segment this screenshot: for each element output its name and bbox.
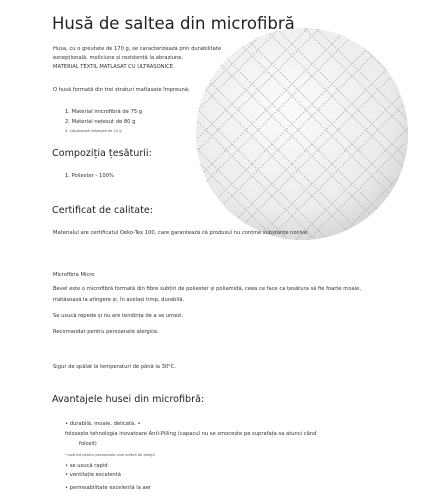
micro-line-2: mătăsoasă la atingere și, în același timp, durabilă. bbox=[53, 297, 185, 303]
advantages-heading: Avantajele husei din microfibră: bbox=[52, 394, 205, 405]
advantage-item-2: folosește tehnologia inovatoare Anti-Pilling (capacul nu se smocește pe suprafața sa atunci când bbox=[65, 431, 317, 437]
quilted-fabric-image bbox=[196, 28, 408, 240]
layers-heading: O husă formată din trei straturi matlasate împreună: bbox=[53, 87, 190, 93]
intro-line-1: Husa, cu o greutate de 170 g, se caracterizează prin durabilitate bbox=[53, 46, 222, 52]
advantage-item-6: • permeabilitate excelentă la aer bbox=[65, 485, 152, 491]
advantage-item-2-cont: folosit) bbox=[79, 441, 97, 447]
layer-item-2: 2. Material nețesut de 80 g bbox=[65, 119, 136, 125]
composition-item: 1. Poliester - 100% bbox=[65, 173, 114, 179]
intro-line-3: MATERIAL TEXTIL MATLASAT CU ULTRASONICE. bbox=[53, 64, 175, 70]
quilted-pattern-graphic bbox=[196, 28, 408, 240]
composition-heading: Compoziția țesăturii: bbox=[52, 148, 152, 159]
page-title: Husă de saltea din microfibră bbox=[52, 14, 295, 33]
certificate-text: Materialul are certificatul Oeko-Tex 100, care garantează că produsul nu conține substanțe nocive. bbox=[53, 230, 309, 236]
micro-wash: Sigur de spălat la temperaturi de până la 30°C. bbox=[53, 364, 177, 370]
micro-heading: Microfibra Micro bbox=[53, 272, 95, 278]
micro-dry: Se usucă repede și nu are tendința de a se umezi. bbox=[53, 313, 184, 319]
advantage-item-1: • durabilă, moale, delicată. • bbox=[65, 421, 141, 427]
micro-allergy: Recomandat pentru persoanele alergice. bbox=[53, 329, 159, 335]
layer-item-3: 3. Căptușeală nețesută de 15 g bbox=[65, 129, 122, 133]
micro-line-1: Bevel este o microfibră formată din fibre subțiri de poliester și poliamidă, ceea ce face ca țesătura să fie foarte moale, bbox=[53, 286, 361, 292]
intro-line-2: excepțională, moliciune și rezistență la abraziune. bbox=[53, 55, 184, 61]
advantage-item-3: • potrivit pentru persoanele care suferă de alergii bbox=[65, 453, 155, 457]
certificate-heading: Certificat de calitate: bbox=[52, 205, 154, 216]
advantage-item-4: • se usucă rapid bbox=[65, 463, 108, 469]
advantage-item-5: • ventilație excelentă bbox=[65, 472, 121, 478]
layer-item-1: 1. Material microfibră de 75 g bbox=[65, 109, 143, 115]
